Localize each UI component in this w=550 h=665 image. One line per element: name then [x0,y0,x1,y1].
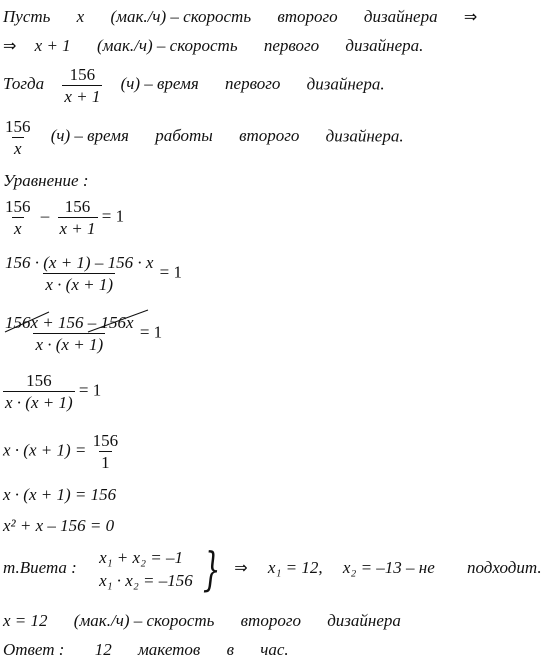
system-eq-1: x₁ + x₂ = –1 [99,548,183,567]
equation-1 [3,198,124,237]
word: первого [225,74,281,94]
fraction [3,198,33,237]
fraction [3,118,33,157]
word: дизайнера. [345,36,424,55]
line-second [3,37,423,54]
answer-line [3,641,289,658]
text: (мак./ч) – скорость [96,36,238,55]
fraction [91,432,121,471]
numerator: 156 [5,197,31,216]
word: Тогда [3,74,45,94]
rhs: = 1 [139,322,163,342]
denominator: x [13,139,22,158]
term: + 156 [42,313,84,332]
denominator: x + 1 [64,87,101,106]
word: второго [240,611,301,630]
implies-icon: ⇒ [463,7,478,26]
term: 156x [5,313,39,332]
text: (ч) – время [120,74,199,94]
implies-icon: ⇒ [3,36,17,55]
word: Пусть [3,7,51,26]
strike-icon [86,308,152,336]
implies-icon: ⇒ [234,557,248,577]
vieta-line [3,542,542,596]
equation-6: x · (x + 1) = 156 [3,485,117,504]
word: работы [155,126,213,146]
word: дизайнера. [325,126,404,146]
rhs: = 1 [101,206,125,226]
numerator: 156 · (x + 1) – 156 · x [5,253,154,272]
numerator: 156 [69,65,96,84]
numerator: 156 [92,431,119,450]
strike-icon [3,308,53,336]
word: час. [260,640,289,659]
word: в [226,640,234,659]
vieta-system [99,542,226,596]
term: – 156x [87,313,134,332]
fraction [3,372,75,411]
fraction [3,254,155,293]
equation-3 [3,314,162,353]
var-x: x [76,7,85,26]
text: (ч) – время [50,126,129,146]
equation-5 [3,432,120,471]
root-2: x₂ = –13 – не [342,557,435,577]
word: дизайнера [327,611,401,630]
line-then [3,66,385,105]
cancelled-term [88,314,134,331]
rhs: = 1 [159,262,182,282]
lhs: x · (x + 1) = [3,440,87,460]
numerator: 156 [26,371,52,390]
word: дизайнера. [306,74,385,94]
numerator: 156 [5,117,31,136]
denominator: x + 1 [59,219,96,238]
word: подходит. [467,557,542,577]
word: второго [239,126,300,146]
minus: – [40,206,50,226]
numerator [3,314,136,333]
system-eq-2: x₁ · x₂ = –156 [99,571,193,590]
answer-value: 12 [94,640,112,659]
fraction [58,198,98,237]
result-line [3,612,401,629]
word: второго [277,7,338,26]
fraction [3,314,136,353]
text: (мак./ч) – скорость [73,611,215,630]
answer-label: Ответ : [3,640,65,659]
brace-icon: } [202,542,221,596]
line-time [3,118,404,157]
cancelled-term [5,314,38,331]
text: (мак./ч) – скорость [110,7,252,26]
vieta-label: т.Виета : [3,557,77,577]
denominator: 1 [101,453,110,472]
equation-7: x² + x – 156 = 0 [3,516,115,535]
equation-2 [3,254,182,293]
line-let [3,8,477,25]
equation-4 [3,372,101,411]
word: макетов [137,640,201,659]
expr: x + 1 [34,36,71,55]
word: первого [263,36,320,55]
value: x = 12 [3,611,48,630]
equation-label: Уравнение : [3,171,89,190]
rhs: = 1 [78,380,102,400]
denominator: x · (x + 1) [5,393,73,412]
denominator: x · (x + 1) [35,335,104,354]
root-1: x₁ = 12, [267,557,323,577]
word: дизайнера [363,7,438,26]
numerator: 156 [64,197,91,216]
fraction [62,66,102,105]
denominator: x [13,219,22,238]
denominator: x · (x + 1) [45,275,114,294]
